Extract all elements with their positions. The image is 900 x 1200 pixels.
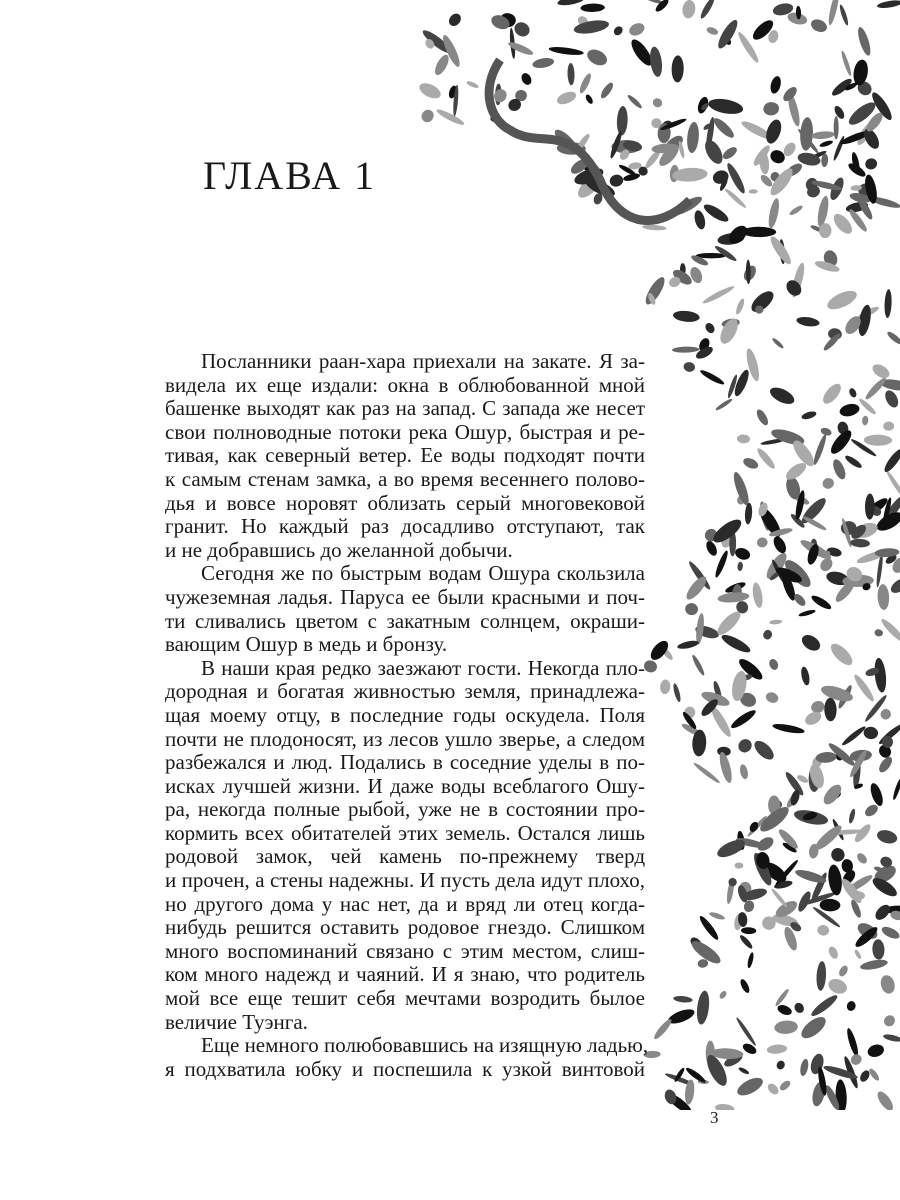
leaf [868,782,885,808]
leaf [771,534,788,555]
text-line: ра, некогда полные рыбой, уже не в состоянии про- [165,797,645,822]
leaf [886,330,900,346]
leaf [767,197,781,229]
leaf [715,397,734,411]
leaf [852,59,870,87]
leaf [652,1017,674,1041]
leaf [419,107,436,124]
leaf [892,777,900,800]
leaf [852,673,876,704]
leaf [827,864,844,896]
leaf [585,46,610,68]
leaf [435,107,465,127]
leaf [755,408,771,427]
leaf [876,828,899,846]
leaf [683,574,709,603]
leaf [868,1067,881,1082]
leaf [580,3,605,12]
leaf [769,75,783,95]
leaf [520,71,534,86]
leaf [684,602,699,616]
leaf [767,234,794,267]
text-line: башенке выходят как раз на запад. С запада же несет [165,396,645,421]
leaf [707,96,744,116]
leaf [417,80,443,101]
leaf [672,683,682,703]
leaf [866,1043,885,1059]
leaf [532,56,555,69]
leaf [718,990,728,1000]
text-line: много воспоминаний связано с этим местом, слиш- [165,938,645,963]
leaf [715,18,741,51]
leaf [616,106,628,136]
leaf [856,26,873,57]
leaf [735,1016,757,1047]
leaf [734,546,752,562]
leaf [864,157,879,171]
text-line: я подхватила юбку и поспешила к узкой винтовой [165,1056,645,1081]
leaf [584,93,594,105]
leaf [838,402,860,418]
leaf [845,1027,860,1057]
leaf [691,654,706,677]
text-line: щая моему отцу, в последние годы оскудела. Поля [165,702,645,727]
leaf [739,978,751,994]
leaf [862,415,869,425]
text-line: и прочен, а стены надежны. И пусть дела идут плохо, [165,868,645,893]
text-line: Посланники раан-хара приехали на закате. Я за- [201,349,645,373]
leaf [820,381,844,407]
text-line: нибудь решится оставить родовое гнездо. Слишком [165,915,645,940]
leaf [825,287,860,313]
text-line: вающим Ошур в медь и бронзу. [165,632,448,657]
leaf [778,1079,792,1092]
leaf [741,927,757,934]
leaf [882,447,900,474]
leaf [877,0,900,9]
leaf [768,658,780,672]
leaf [844,454,864,470]
leaf [883,388,900,409]
text-line: родовой замок, чей камень по-прежнему тверд [165,844,645,869]
leaf [848,808,856,824]
leaf [884,289,892,318]
leaf [751,582,764,609]
leaf [832,135,846,161]
leaf [793,1001,806,1015]
leaf [767,384,796,407]
leaf [734,862,743,868]
leaf [678,140,686,158]
leaf [766,1044,787,1055]
leaf [695,990,711,1025]
leaf [699,0,717,20]
leaf [882,1013,897,1029]
leaf [599,81,615,100]
leaf [819,899,840,912]
leaf [555,89,578,107]
leaf [801,410,818,421]
leaf [714,608,744,638]
leaf [677,639,700,650]
leaf [846,1000,857,1012]
leaf [772,722,805,735]
leaf [888,575,900,596]
leaf [734,298,745,316]
text-line: гранит. Но каждый раз досадливо отступают, так [165,514,645,539]
leaf [818,556,835,574]
text-line: ти сливались цветом с закатным солнцем, окраши- [165,608,645,633]
leaf [834,116,839,140]
leaf [870,362,892,381]
leaf [755,446,777,470]
leaf [848,387,858,399]
leaf [874,629,884,638]
leaf [751,738,777,763]
leaf [738,934,754,951]
leaf [683,361,696,372]
leaf [466,80,480,89]
leaf [838,4,849,26]
leaf [721,145,739,162]
leaf [701,284,735,305]
leaf [770,888,788,909]
text-line: почти не плодоносят, из лесов ушло зверье, а следом [165,726,645,751]
leaf [796,316,820,328]
leaf [798,1013,829,1042]
leaf [749,189,758,194]
leaf [864,434,892,446]
leaf [827,945,840,960]
text-line: видела их еще издали: окна в облюбованной мной [165,372,645,397]
leaf [717,751,734,784]
leaf [873,657,888,693]
leaf [702,137,727,166]
leaf [811,130,835,139]
leaf [735,1074,766,1099]
leaf [771,337,784,350]
leaf [872,939,885,960]
text-line: исках лучшей жизни. И даже воды всеблагого Ошу- [165,773,645,798]
leaf [651,96,664,109]
leaf [648,46,663,78]
leaf [840,50,853,77]
leaf [548,46,584,57]
text-line: В наши края редко заезжают гости. Некогда пло- [201,655,645,680]
leaf [447,11,464,28]
leaf [774,988,790,1008]
leaf [816,961,827,991]
leaf [762,629,773,641]
text-line: мой все еще тешит себя мечтами возродить былое [165,986,645,1011]
leaf [711,168,730,186]
text-line: Еще немного полюбовавшись на изящную ладью, [201,1033,649,1058]
leaf [821,476,836,490]
leaf [863,726,879,740]
leaf [810,593,833,611]
leaf [877,584,890,610]
leaf [693,209,707,230]
leaf [883,421,894,430]
leaf [879,708,892,721]
leaf [626,93,643,109]
leaf [746,952,754,969]
leaf [831,458,848,481]
text-line: кормить всех обитателей этих земель. Остался лишь [165,820,645,845]
leaf [799,632,823,654]
leaf [763,101,780,116]
leaf [711,116,736,141]
leaf [736,736,755,755]
leaf [744,503,753,525]
text-line: но другого дома у нас нет, да и вряд ли отец когда- [165,891,645,916]
leaf [741,1041,758,1056]
text-line: величие Туэнга. [165,1009,308,1034]
leaf [704,321,717,335]
chapter-body-text [165,349,649,1081]
leaf [865,493,875,519]
leaf [774,1020,798,1035]
leaf [681,0,696,19]
leaf [737,561,743,571]
leaf [742,456,760,471]
leaf [850,538,870,548]
leaf [840,724,867,747]
leaf [692,761,721,784]
text-line: разбежался и люд. Подались в соседние уделы в по- [165,750,645,775]
leaf [672,310,700,323]
leaf [812,433,828,465]
leaf [826,976,849,996]
leaf [737,434,751,444]
leaf [819,139,834,148]
leaf [879,617,900,645]
leaf [756,537,768,549]
leaf [800,666,811,686]
leaf [875,1089,896,1110]
text-line: чужеземная ладья. Паруса ее были красными и поч- [165,584,645,609]
leaf [863,376,888,402]
text-line: свои полноводные потоки река Ошур, быстрая и ре- [165,419,645,444]
leaf [627,21,646,38]
leaf [798,609,816,618]
leaf [719,632,752,656]
text-line: ком много надежд и чаяний. И я знаю, что родитель [165,962,645,987]
leaf [833,104,847,120]
leaf [672,346,700,353]
leaf [880,924,900,941]
leaf [702,201,731,224]
leaf [766,1082,781,1097]
leaf [671,55,684,82]
leaf [557,0,586,7]
leaf [827,640,855,668]
leaf [837,964,849,978]
leaf [706,26,719,36]
page-number: 3 [710,1108,719,1127]
leaf [859,958,888,972]
leaf [820,426,833,436]
leaf [885,469,900,501]
leaf [608,173,625,188]
leaf [738,1066,750,1075]
leaf [855,851,869,865]
text-line: и не добравшись до желанной добычи. [165,537,513,562]
leaf [809,17,829,34]
leaf [666,1006,696,1026]
leaf [809,993,840,1019]
text-line: дья и вовсе норовят облизать серый многовековой [165,490,645,515]
text-line: тивая, как северный ветер. Ее воды подходят почти [165,443,645,468]
leaf [799,1058,810,1076]
leaf [858,397,878,416]
leaf [432,53,451,77]
leaf [578,72,593,94]
leaf [699,368,726,386]
leaf [827,0,841,26]
text-line: дородная и богатая живностью земля, принадлежа- [165,679,645,704]
leaf [729,708,758,731]
leaf [816,924,830,937]
leaf [820,782,844,808]
leaf [764,691,780,705]
leaf [788,204,804,217]
leaf [686,122,700,154]
text-line: Сегодня же по быстрым водам Ошура скользила [201,561,645,586]
leaf [642,224,667,231]
leaf [853,949,862,960]
leaf [567,63,575,86]
leaf [776,1003,793,1017]
leaf [660,679,671,694]
leaf [879,974,897,996]
leaf [612,25,624,38]
leaf [673,995,693,1003]
leaf [775,1059,786,1071]
text-line: к самым стенам замка, а во время весеннего полово- [165,466,645,491]
chapter-title: ГЛАВА 1 [203,153,377,198]
leaf [739,764,750,780]
leaf [824,698,837,722]
leaf [708,911,725,921]
leaf [883,1033,900,1043]
leaf [769,619,782,625]
leaf [816,195,831,228]
